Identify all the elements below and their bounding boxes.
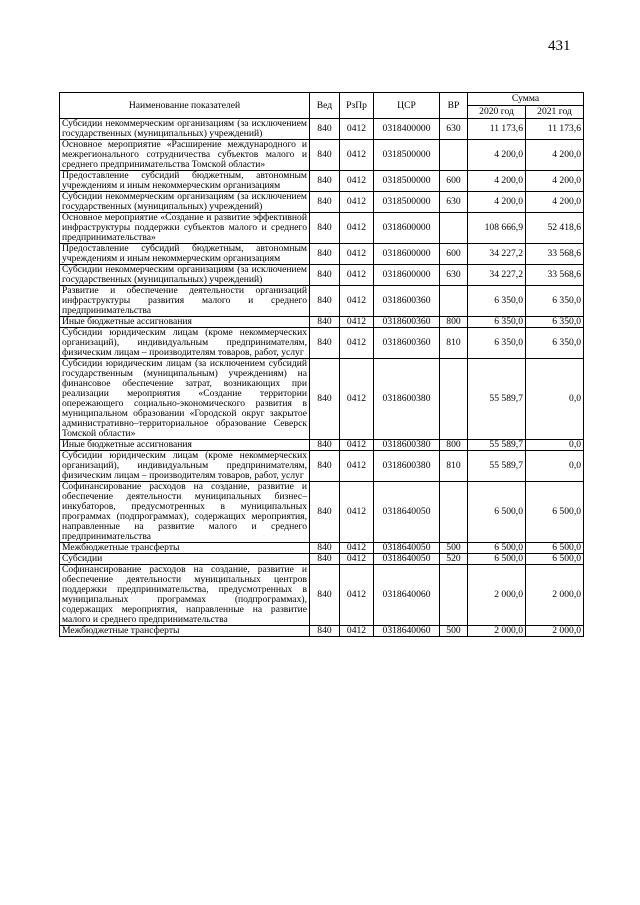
row-vr [440,213,468,244]
row-name: Субсидии юридическим лицам (кроме некоммерческих организаций), индивидуальным предпринимателям, физическим лицам – производителям товаров, работ, услуг [60,451,310,482]
row-vr: 630 [440,192,468,213]
row-ved: 840 [310,171,340,192]
row-rzpr: 0412 [340,565,374,626]
row-ved: 840 [310,286,340,317]
row-amount-2021: 0,0 [526,359,584,440]
row-rzpr: 0412 [340,265,374,286]
row-vr: 520 [440,554,468,565]
budget-table [59,92,584,637]
table-row [60,328,584,359]
row-name: Субсидии юридическим лицам (кроме некоммерческих организаций), индивидуальным предпринимателям, физическим лицам – производителям товаров, работ, услуг [60,328,310,359]
table-row [60,359,584,440]
table-row [60,543,584,554]
row-name: Развитие и обеспечение деятельности организаций инфраструктуры развития малого и среднего предпринимательства [60,286,310,317]
row-name: Субсидии некоммерческим организациям (за исключением государственных (муниципальных) учреждений) [60,265,310,286]
row-rzpr: 0412 [340,359,374,440]
row-rzpr: 0412 [340,213,374,244]
row-amount-2021: 4 200,0 [526,140,584,171]
row-rzpr: 0412 [340,317,374,328]
row-csr: 0318500000 [374,140,440,171]
row-rzpr: 0412 [340,171,374,192]
row-name: Софинансирование расходов на создание, развитие и обеспечение деятельности муниципальных центров поддержки предпринимательства, предусмотренных в муниципальных программах (подпрограммах), содержащих мероприятия, направленные на развитие малого и среднего предпринимательства [60,565,310,626]
row-csr: 0318500000 [374,171,440,192]
row-csr: 0318640050 [374,554,440,565]
row-vr [440,482,468,543]
row-amount-2021: 4 200,0 [526,171,584,192]
row-vr [440,140,468,171]
row-name: Иные бюджетные ассигнования [60,317,310,328]
table-row [60,286,584,317]
row-amount-2020: 4 200,0 [468,171,526,192]
row-amount-2020: 11 173,6 [468,119,526,140]
row-csr: 0318640060 [374,626,440,637]
row-amount-2020: 55 589,7 [468,451,526,482]
row-ved: 840 [310,317,340,328]
header-2020: 2020 год [468,106,526,119]
row-vr: 600 [440,244,468,265]
row-amount-2021: 6 350,0 [526,317,584,328]
row-name: Софинансирование расходов на создание, развитие и обеспечение деятельности муниципальных бизнес–инкубаторов, предусмотренных в муниципальных программах (подпрограммах), содержащих мероприятия, направленные на развитие малого и среднего предпринимательства [60,482,310,543]
row-rzpr: 0412 [340,451,374,482]
row-vr [440,359,468,440]
row-amount-2021: 0,0 [526,440,584,451]
row-name: Субсидии некоммерческим организациям (за исключением государственных (муниципальных) учреждений) [60,119,310,140]
row-vr: 630 [440,119,468,140]
table-row [60,317,584,328]
page-number: 431 [548,38,571,54]
row-amount-2020: 6 350,0 [468,328,526,359]
row-amount-2021: 4 200,0 [526,192,584,213]
table-row [60,265,584,286]
row-name: Основное мероприятие «Расширение международного и межрегионального сотрудничества субъектов малого и среднего предпринимательства Томской области» [60,140,310,171]
row-amount-2020: 2 000,0 [468,565,526,626]
row-name: Субсидии некоммерческим организациям (за исключением государственных (муниципальных) учреждений) [60,192,310,213]
table-row [60,554,584,565]
row-csr: 0318600000 [374,265,440,286]
row-csr: 0318640050 [374,543,440,554]
row-name: Иные бюджетные ассигнования [60,440,310,451]
row-amount-2021: 6 500,0 [526,543,584,554]
row-ved: 840 [310,328,340,359]
row-rzpr: 0412 [340,626,374,637]
row-amount-2021: 0,0 [526,451,584,482]
table-body [60,119,584,637]
header-sum: Сумма [468,93,584,106]
row-amount-2020: 6 350,0 [468,317,526,328]
row-name: Основное мероприятие «Создание и развитие эффективной инфраструктуры поддержки субъектов малого и среднего предпринимательства» [60,213,310,244]
row-amount-2021: 6 350,0 [526,286,584,317]
row-amount-2020: 6 500,0 [468,482,526,543]
table-row [60,140,584,171]
row-amount-2020: 6 350,0 [468,286,526,317]
row-rzpr: 0412 [340,482,374,543]
row-vr: 600 [440,171,468,192]
row-csr: 0318600360 [374,317,440,328]
row-amount-2021: 11 173,6 [526,119,584,140]
row-rzpr: 0412 [340,440,374,451]
row-ved: 840 [310,265,340,286]
row-ved: 840 [310,140,340,171]
row-amount-2021: 6 500,0 [526,554,584,565]
row-csr: 0318640060 [374,565,440,626]
row-vr [440,565,468,626]
header-vr: ВР [440,93,468,119]
row-ved: 840 [310,451,340,482]
row-csr: 0318600380 [374,359,440,440]
table-header-row [60,93,584,106]
row-amount-2020: 108 666,9 [468,213,526,244]
row-csr: 0318400000 [374,119,440,140]
row-amount-2020: 4 200,0 [468,140,526,171]
row-amount-2021: 33 568,6 [526,244,584,265]
row-amount-2020: 6 500,0 [468,554,526,565]
row-ved: 840 [310,565,340,626]
table-row [60,192,584,213]
row-csr: 0318600360 [374,286,440,317]
row-name: Субсидии [60,554,310,565]
row-amount-2020: 4 200,0 [468,192,526,213]
row-ved: 840 [310,244,340,265]
row-name: Предоставление субсидий бюджетным, автономным учреждениям и иным некоммерческим организациям [60,171,310,192]
row-amount-2021: 6 500,0 [526,482,584,543]
row-vr: 500 [440,626,468,637]
row-amount-2020: 34 227,2 [468,265,526,286]
row-ved: 840 [310,359,340,440]
row-vr: 810 [440,451,468,482]
row-amount-2021: 2 000,0 [526,565,584,626]
table-row [60,213,584,244]
row-ved: 840 [310,543,340,554]
header-ved: Вед [310,93,340,119]
row-amount-2020: 55 589,7 [468,359,526,440]
row-rzpr: 0412 [340,328,374,359]
row-vr: 630 [440,265,468,286]
row-amount-2020: 2 000,0 [468,626,526,637]
row-amount-2020: 34 227,2 [468,244,526,265]
row-vr: 800 [440,317,468,328]
row-vr: 500 [440,543,468,554]
row-vr [440,286,468,317]
table-row [60,119,584,140]
table-row [60,440,584,451]
row-rzpr: 0412 [340,543,374,554]
table-row [60,451,584,482]
row-vr: 810 [440,328,468,359]
row-ved: 840 [310,554,340,565]
row-rzpr: 0412 [340,244,374,265]
table-row [60,244,584,265]
header-rzpr: РзПр [340,93,374,119]
row-amount-2020: 6 500,0 [468,543,526,554]
header-2021: 2021 год [526,106,584,119]
row-ved: 840 [310,440,340,451]
row-rzpr: 0412 [340,140,374,171]
header-csr: ЦСР [374,93,440,119]
row-ved: 840 [310,213,340,244]
row-name: Субсидии юридическим лицам (за исключением субсидий государственным (муниципальным) учреждениям) на финансовое обеспечение затрат, возникающих при реализации мероприятия «Создание территории опережающего социально-экономического развития в муниципальном образовании «Городской округ закрытое административно–территориальное образование Северск Томской области» [60,359,310,440]
row-name: Межбюджетные трансферты [60,626,310,637]
row-csr: 0318600380 [374,451,440,482]
row-rzpr: 0412 [340,554,374,565]
row-rzpr: 0412 [340,192,374,213]
table-row [60,626,584,637]
row-csr: 0318600380 [374,440,440,451]
row-ved: 840 [310,482,340,543]
row-ved: 840 [310,192,340,213]
row-amount-2021: 2 000,0 [526,626,584,637]
table-row [60,565,584,626]
header-name: Наименование показателей [60,93,310,119]
table-row [60,482,584,543]
table-row [60,171,584,192]
row-rzpr: 0412 [340,119,374,140]
row-rzpr: 0412 [340,286,374,317]
row-amount-2021: 52 418,6 [526,213,584,244]
row-csr: 0318500000 [374,192,440,213]
row-csr: 0318600000 [374,213,440,244]
row-amount-2021: 33 568,6 [526,265,584,286]
row-csr: 0318600360 [374,328,440,359]
row-vr: 800 [440,440,468,451]
row-ved: 840 [310,626,340,637]
row-name: Межбюджетные трансферты [60,543,310,554]
row-ved: 840 [310,119,340,140]
row-amount-2020: 55 589,7 [468,440,526,451]
row-csr: 0318640050 [374,482,440,543]
row-amount-2021: 6 350,0 [526,328,584,359]
row-name: Предоставление субсидий бюджетным, автономным учреждениям и иным некоммерческим организациям [60,244,310,265]
row-csr: 0318600000 [374,244,440,265]
